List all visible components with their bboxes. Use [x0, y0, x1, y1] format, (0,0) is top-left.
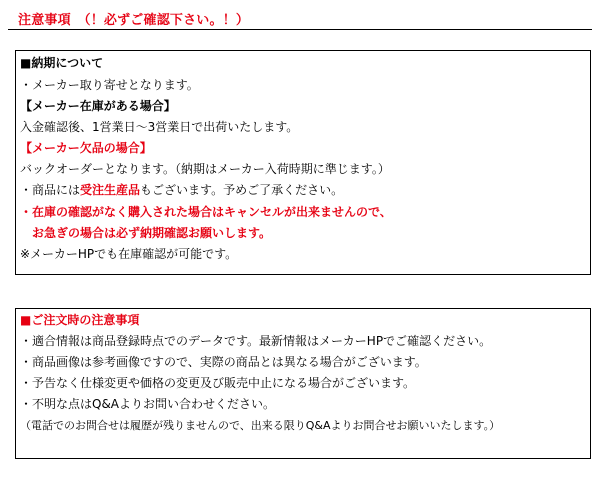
- order-note-item: ・商品画像は参考画像ですので、実際の商品とは異なる場合がございます。: [20, 355, 427, 369]
- outofstock-text: バックオーダーとなります。（納期はメーカー入荷時期に準じます。）: [20, 162, 390, 176]
- made-to-order-suffix: もございます。予めご了承ください。: [140, 183, 344, 197]
- cancel-warning-line2: お急ぎの場合は必ず納期確認お願いします。: [20, 226, 272, 240]
- delivery-heading: ■納期について: [20, 56, 104, 70]
- phone-inquiry-note: （電話でのお問合せは履歴が残りませんので、出来る限りQ&Aよりお問合せお願いいたします。）: [20, 419, 501, 432]
- order-notes-box: [15, 308, 591, 459]
- stock-check-note: ※メーカーHPでも在庫確認が可能です。: [20, 247, 238, 261]
- outofstock-heading: 【メーカー欠品の場合】: [20, 141, 152, 155]
- made-to-order-highlight: 受注生産品: [80, 183, 141, 197]
- made-to-order-prefix: ・商品には: [20, 183, 81, 197]
- stock-heading: 【メーカー在庫がある場合】: [20, 99, 176, 113]
- stock-text: 入金確認後、1営業日〜3営業日で出荷いたします。: [20, 120, 299, 134]
- order-notes-heading: ■ご注文時の注意事項: [20, 313, 140, 327]
- order-note-item: ・不明な点はQ&Aよりお問い合わせください。: [20, 397, 276, 411]
- order-note-item: ・予告なく仕様変更や価格の変更及び販売中止になる場合がございます。: [20, 376, 416, 390]
- delivery-info-box: [15, 50, 591, 275]
- notice-title: 注意事項 （！必ずご確認下さい。！）: [18, 13, 250, 28]
- made-to-order-line: [20, 182, 343, 198]
- order-note-item: ・適合情報は商品登録時点でのデータです。最新情報はメーカーHPでご確認ください。: [20, 334, 492, 348]
- notice-header: [8, 7, 592, 30]
- delivery-line-order: ・メーカー取り寄せとなります。: [20, 78, 199, 92]
- cancel-warning-line1: ・在庫の確認がなく購入された場合はキャンセルが出来ませんので、: [20, 205, 392, 219]
